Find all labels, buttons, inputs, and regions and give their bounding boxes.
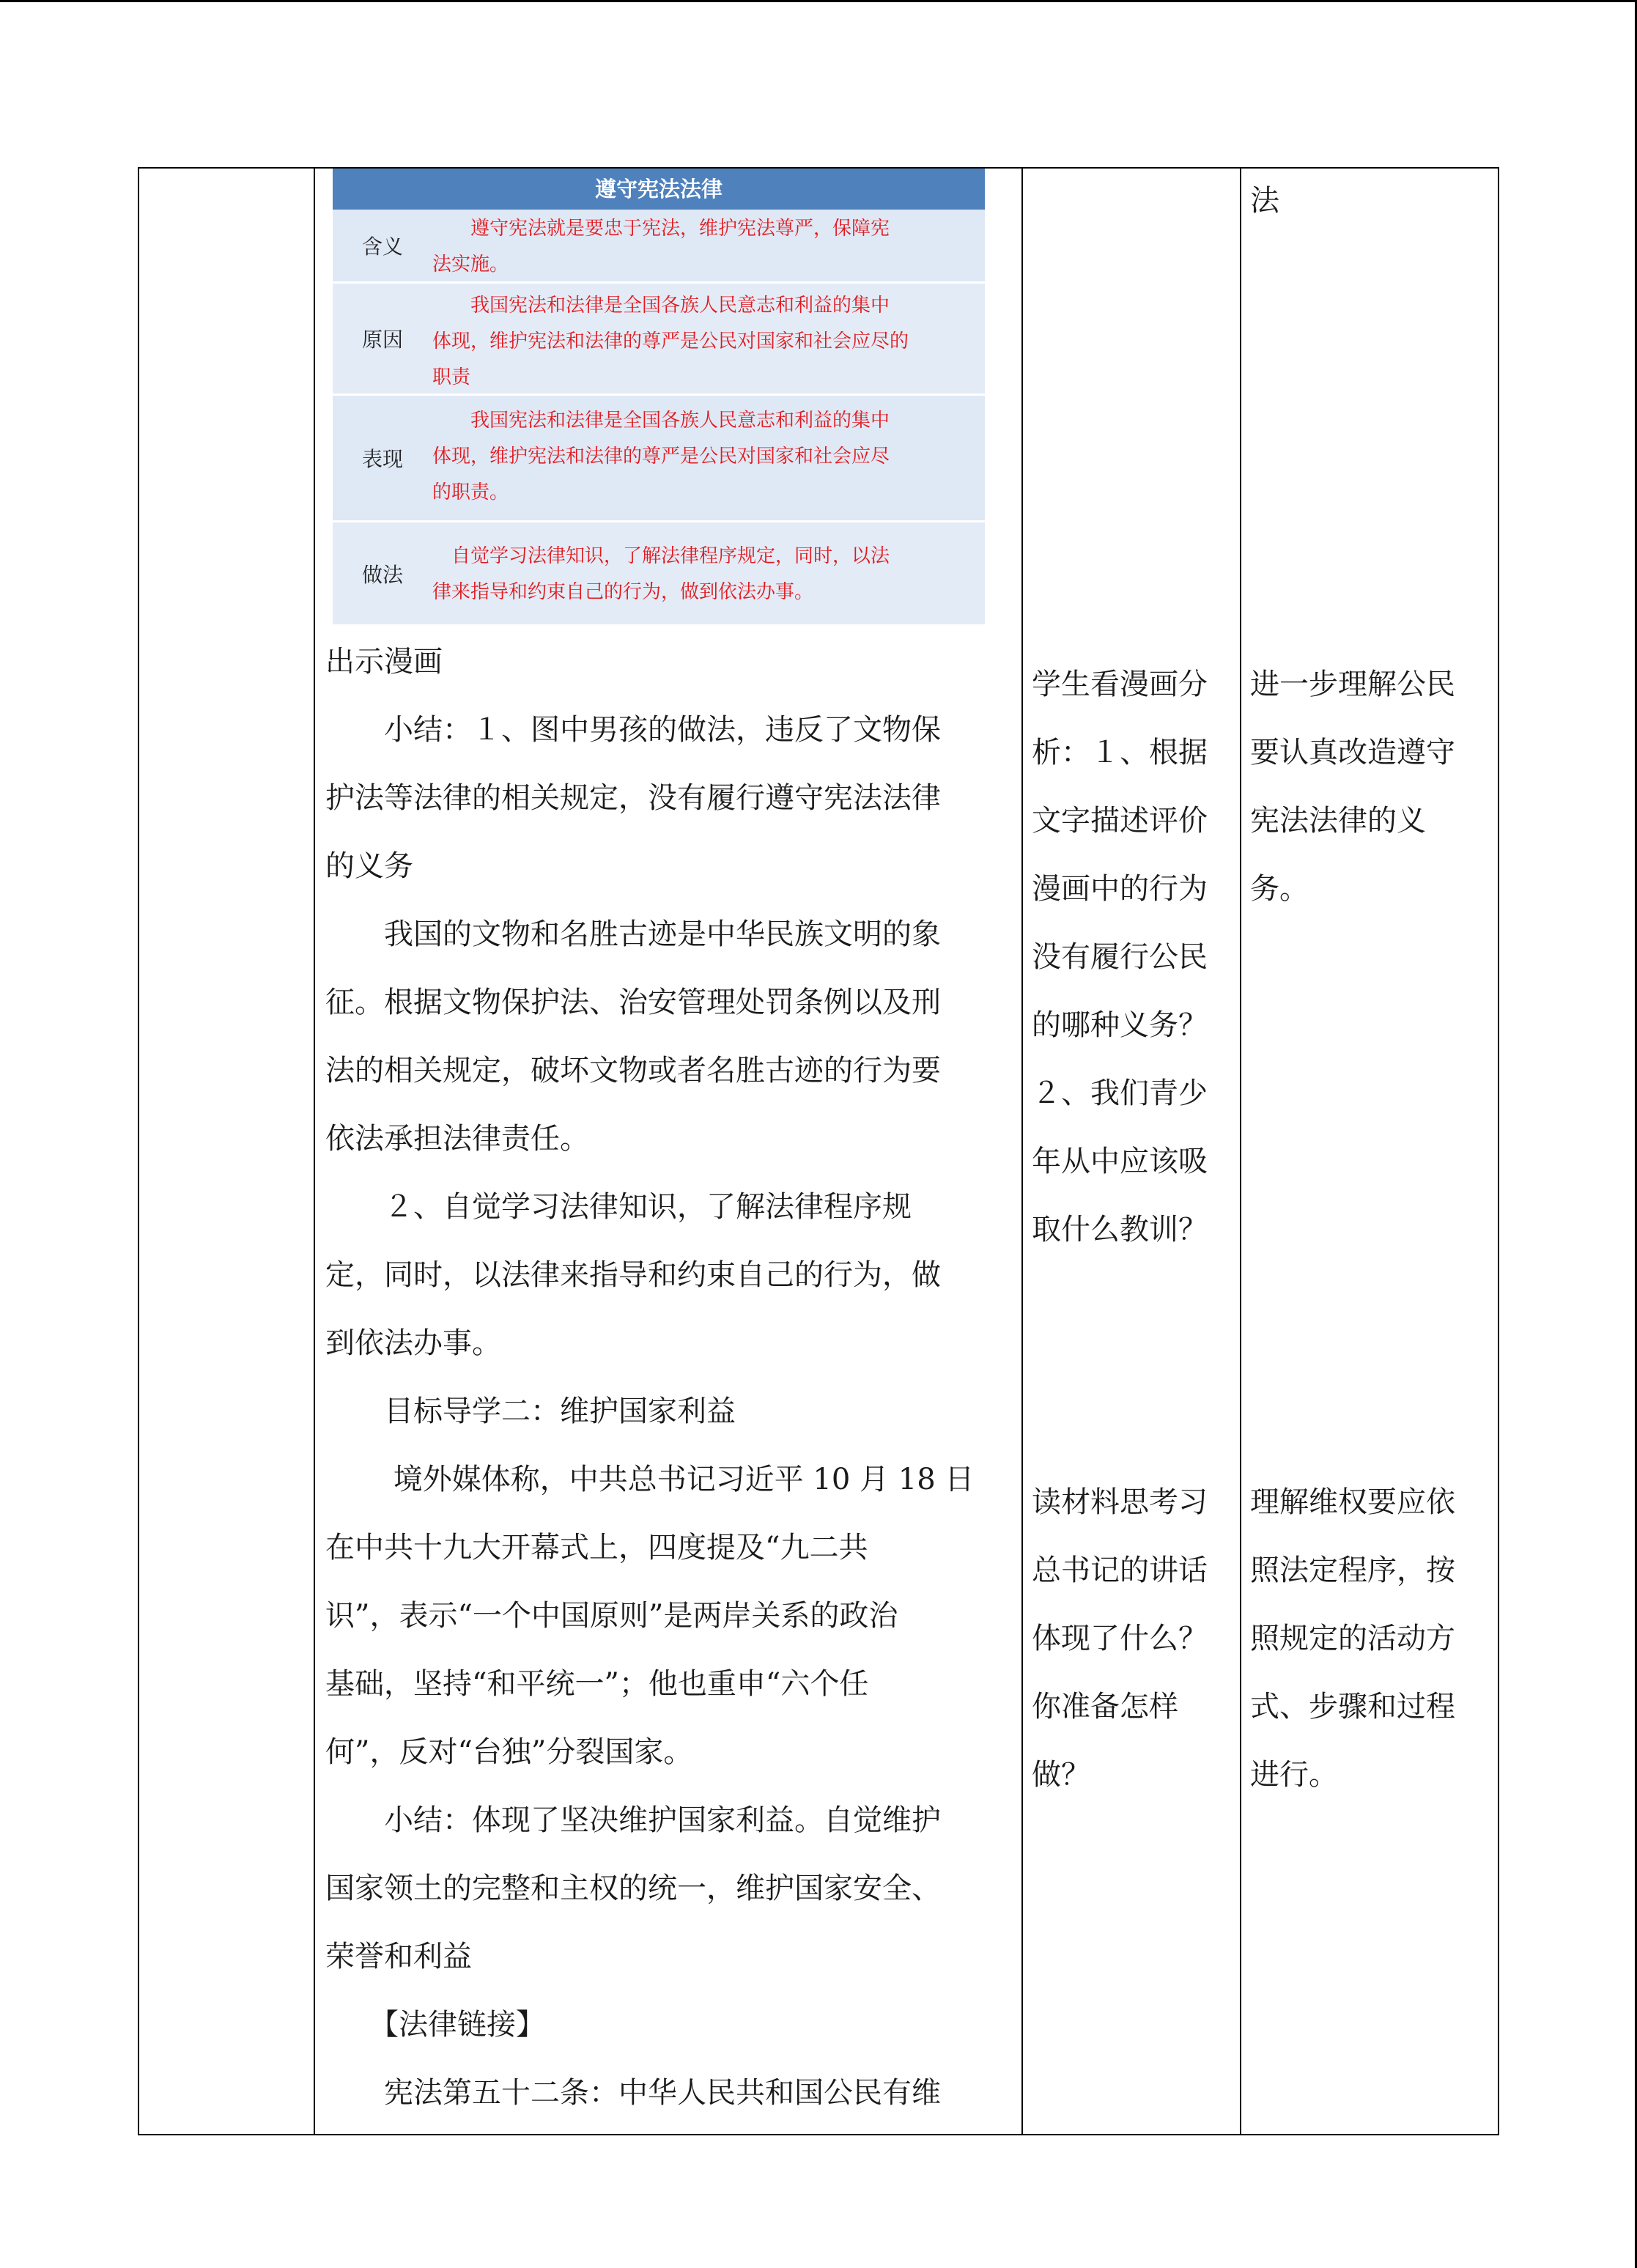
row-text — [432, 211, 976, 283]
row-label: 原因 — [361, 328, 403, 352]
content-line: 宪法第五十二条：中华人民共和国公民有维 — [325, 2076, 941, 2110]
activity-line: 体现了什么？ — [1032, 1622, 1208, 1655]
activity-line: 做？ — [1032, 1758, 1090, 1792]
row-line: 遵守宪法就是要忠于宪法，维护宪法尊严，保障宪 — [432, 218, 890, 240]
content-line: 依法承担法律责任。 — [325, 1122, 589, 1156]
activity-line: 漫画中的行为 — [1032, 872, 1208, 906]
content-line: ２、自觉学习法律知识，了解法律程序规 — [325, 1190, 912, 1224]
content-line: 出示漫画 — [325, 645, 443, 679]
activity-line: 取什么教训？ — [1032, 1213, 1208, 1246]
activity-line: 年从中应该吸 — [1032, 1145, 1208, 1178]
embedded-table-header: 遵守宪法法律 — [333, 169, 985, 210]
activity-line: 文字描述评价 — [1032, 804, 1208, 838]
activity-line: 学生看漫画分 — [1032, 668, 1208, 701]
content-line: 征。根据文物保护法、治安管理处罚条例以及刑 — [325, 986, 941, 1019]
embedded-table-row — [333, 284, 985, 394]
embedded-table-row — [333, 210, 985, 281]
content-line: 到依法办事。 — [325, 1326, 501, 1360]
activity-line: 没有履行公民 — [1032, 940, 1208, 974]
row-line: 律来指导和约束自己的行为，做到依法办事。 — [432, 581, 814, 603]
intent-line: 照规定的活动方 — [1250, 1622, 1455, 1655]
content-line: 我国的文物和名胜古迹是中华民族文明的象 — [325, 917, 941, 951]
row-text — [432, 403, 976, 511]
content-line: 法的相关规定，破坏文物或者名胜古迹的行为要 — [325, 1054, 941, 1087]
row-text — [432, 539, 976, 610]
row-label: 做法 — [361, 562, 403, 587]
content-line: 护法等法律的相关规定，没有履行遵守宪法法律 — [325, 781, 941, 815]
content-line: 小结：体现了坚决维护国家利益。自觉维护 — [325, 1803, 941, 1837]
intent-line: 照法定程序，按 — [1250, 1554, 1455, 1587]
intent-line: 要认真改造遵守 — [1250, 736, 1455, 769]
row-label: 含义 — [361, 234, 403, 259]
intent-line: 法 — [1250, 184, 1279, 218]
intent-line: 理解维权要应依 — [1250, 1485, 1455, 1519]
content-line: 目标导学二：维护国家利益 — [325, 1395, 736, 1428]
activity-line: 读材料思考习 — [1032, 1485, 1208, 1519]
row-line: 我国宪法和法律是全国各族人民意志和利益的集中 — [432, 295, 890, 317]
content-line: 的义务 — [325, 849, 413, 883]
content-line: 境外媒体称，中共总书记习近平 10 月 18 日 — [325, 1463, 975, 1496]
lesson-table — [138, 167, 1499, 2135]
content-line: 在中共十九大开幕式上，四度提及“九二共 — [325, 1531, 868, 1565]
activity-line: 析：１、根据 — [1032, 736, 1208, 769]
intent-line: 宪法法律的义 — [1250, 804, 1426, 838]
embedded-table-image — [333, 169, 985, 624]
row-line: 法实施。 — [432, 254, 509, 276]
embedded-table-row — [333, 396, 985, 520]
intent-line: 式、步骤和过程 — [1250, 1690, 1455, 1724]
content-line: 荣誉和利益 — [325, 1940, 472, 1973]
row-line: 自觉学习法律知识，了解法律程序规定，同时，以法 — [432, 545, 890, 567]
activity-line: ２、我们青少 — [1032, 1076, 1208, 1110]
content-line: 定，同时，以法律来指导和约束自己的行为，做 — [325, 1258, 941, 1292]
row-line: 体现，维护宪法和法律的尊严是公民对国家和社会应尽的 — [432, 330, 909, 352]
design-intent-column — [1241, 169, 1499, 2134]
content-line: 基础，坚持“和平统一”；他也重申“六个任 — [325, 1667, 869, 1701]
row-line: 体现，维护宪法和法律的尊严是公民对国家和社会应尽 — [432, 446, 890, 468]
content-line: 【法律链接】 — [325, 2008, 545, 2042]
activity-line: 总书记的讲话 — [1032, 1554, 1208, 1587]
student-activity-column — [1023, 169, 1240, 2134]
intent-line: 进行。 — [1250, 1758, 1338, 1792]
intent-line: 进一步理解公民 — [1250, 668, 1455, 701]
content-line: 国家领土的完整和主权的统一，维护国家安全、 — [325, 1872, 941, 1905]
row-text — [432, 288, 976, 396]
activity-line: 你准备怎样 — [1032, 1690, 1178, 1724]
row-label: 表现 — [361, 447, 403, 471]
page-top-border — [0, 0, 1637, 2]
content-column — [315, 169, 1021, 2134]
content-line: 小结：１、图中男孩的做法，违反了文物保 — [325, 713, 941, 747]
row-line: 我国宪法和法律是全国各族人民意志和利益的集中 — [432, 410, 890, 432]
row-line: 的职责。 — [432, 481, 509, 503]
activity-line: 的哪种义务？ — [1032, 1008, 1208, 1042]
content-line: 识”，表示“一个中国原则”是两岸关系的政治 — [325, 1599, 898, 1633]
embedded-table-row — [333, 522, 985, 624]
intent-line: 务。 — [1250, 872, 1309, 906]
row-line: 职责 — [432, 366, 471, 388]
content-line: 何”，反对“台独”分裂国家。 — [325, 1735, 693, 1769]
